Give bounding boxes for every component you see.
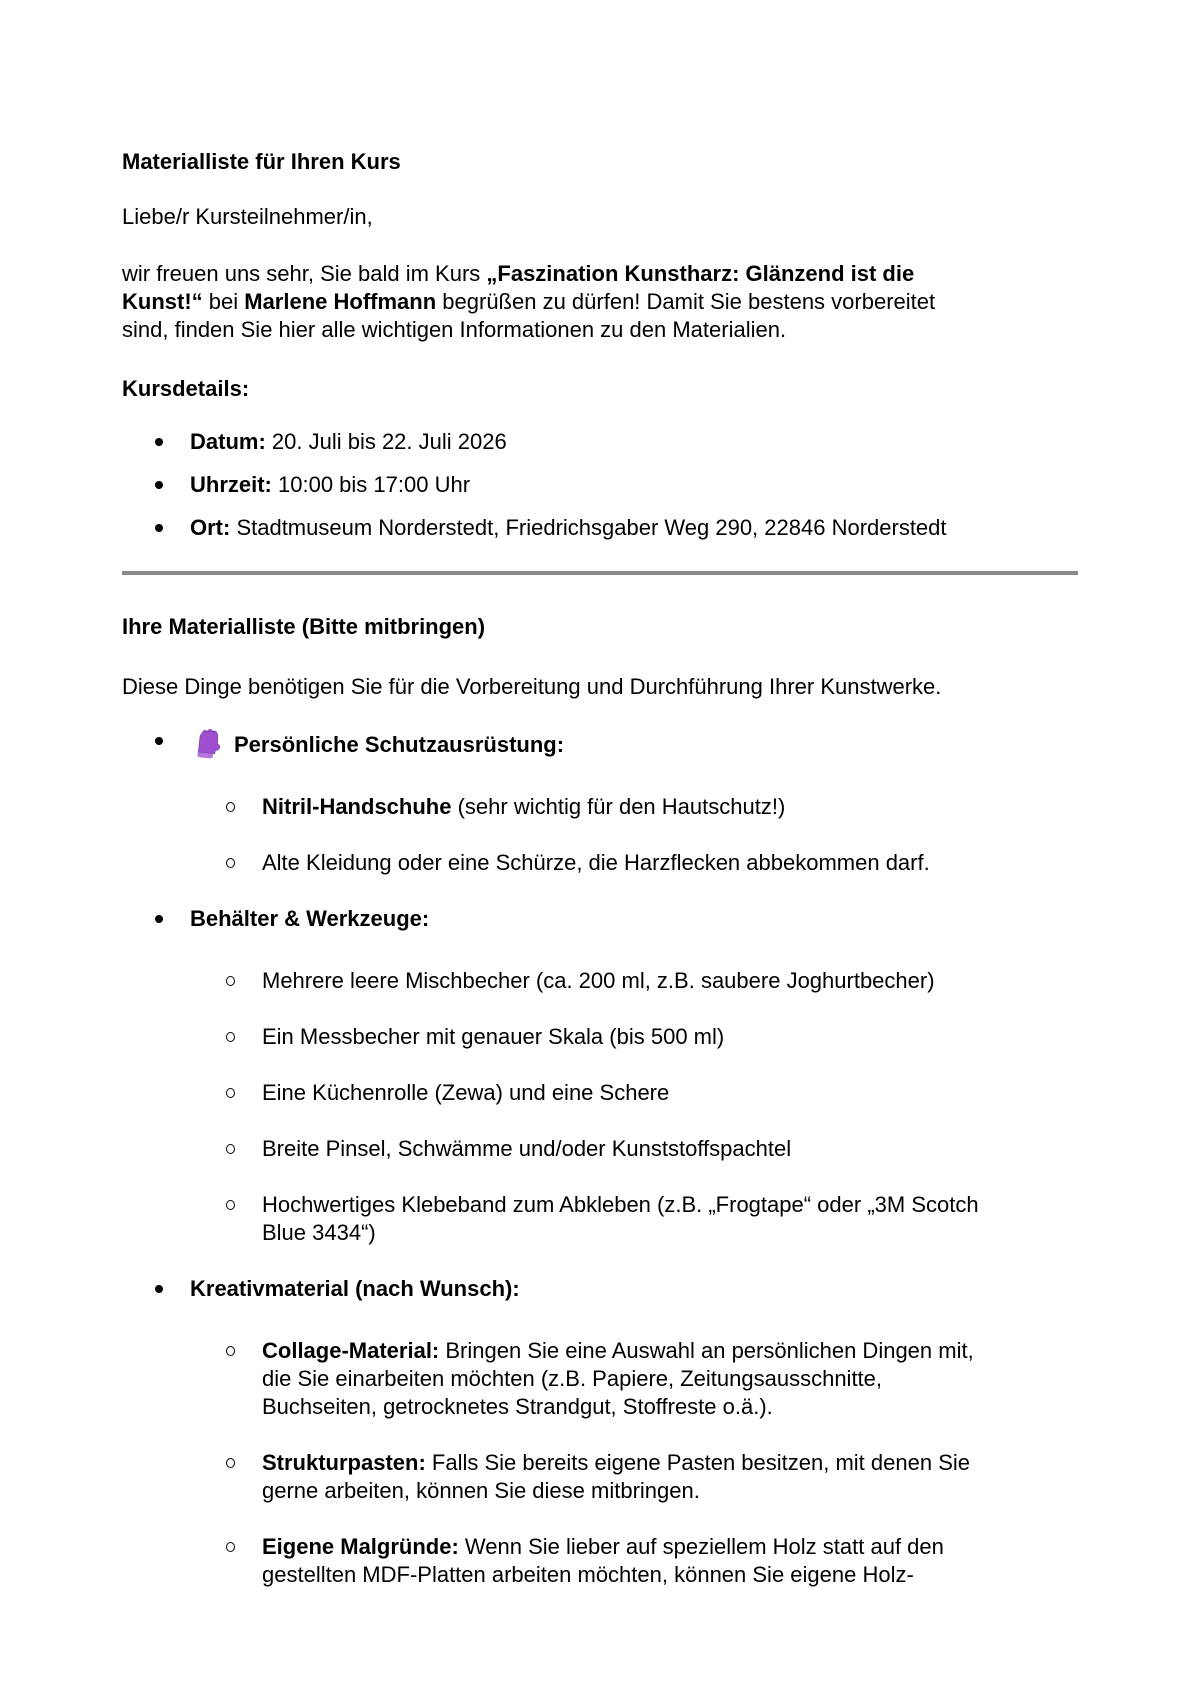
list-item	[122, 1449, 1078, 1505]
group-label-schutzausruestung	[122, 727, 1078, 759]
list-item	[122, 1135, 1078, 1163]
group-label-bold: Persönliche Schutzausrüstung:	[234, 732, 565, 757]
list-item-text: Eine Küchenrolle (Zewa) und eine Schere	[262, 1080, 670, 1105]
bullet-dot-icon	[155, 524, 163, 532]
bullet-dot-icon	[155, 438, 163, 446]
list-item	[122, 428, 1078, 456]
list-item	[122, 1191, 1078, 1247]
group-label-behaelter-werkzeuge	[122, 905, 1078, 933]
list-item-text: Collage-Material: Bringen Sie eine Auswahl an persönlichen Dingen mit, die Sie einarbeiten möchten (z.B. Papiere, Zeitungsausschnitte, Buchseiten, getrocknetes Strandgut, Stoffreste o.ä.).	[262, 1338, 974, 1419]
group-label-kreativmaterial	[122, 1275, 1078, 1303]
list-item	[122, 1533, 1078, 1589]
circle-bullet-icon	[226, 1200, 235, 1210]
group-label-bold: Behälter & Werkzeuge:	[190, 906, 430, 931]
circle-bullet-icon	[226, 1144, 235, 1154]
bullet-dot-icon	[155, 737, 163, 745]
list-item-text: Nitril-Handschuhe (sehr wichtig für den Hautschutz!)	[262, 794, 786, 819]
circle-bullet-icon	[226, 802, 235, 812]
bullet-dot-icon	[155, 1285, 163, 1293]
circle-bullet-icon	[226, 976, 235, 986]
list-item-text: Eigene Malgründe: Wenn Sie lieber auf speziellem Holz statt auf den gestellten MDF-Platten arbeiten möchten, können Sie eigene Holz-	[262, 1534, 944, 1587]
material-intro: Diese Dinge benötigen Sie für die Vorbereitung und Durchführung Ihrer Kunstwerke.	[122, 674, 942, 699]
list-item-text: Uhrzeit: 10:00 bis 17:00 Uhr	[190, 472, 471, 497]
circle-bullet-icon	[226, 1542, 235, 1552]
list-item-text: Datum: 20. Juli bis 22. Juli 2026	[190, 429, 507, 454]
list-item-text: Hochwertiges Klebeband zum Abkleben (z.B. „Frogtape“ oder „3M Scotch Blue 3434“)	[262, 1192, 979, 1245]
circle-bullet-icon	[226, 1458, 235, 1468]
list-item-text: Strukturpasten: Falls Sie bereits eigene Pasten besitzen, mit denen Sie gerne arbeiten, können Sie diese mitbringen.	[262, 1450, 970, 1503]
kursdetails-list	[122, 428, 1078, 542]
group-label-text	[190, 732, 564, 757]
circle-bullet-icon	[226, 1346, 235, 1356]
list-item	[122, 514, 1078, 542]
material-list	[122, 727, 1078, 1589]
bullet-dot-icon	[155, 481, 163, 489]
material-heading: Ihre Materialliste (Bitte mitbringen)	[122, 614, 486, 639]
divider	[122, 571, 1078, 575]
kursdetails-heading: Kursdetails:	[122, 376, 250, 401]
list-item-text: Ein Messbecher mit genauer Skala (bis 500 ml)	[262, 1024, 725, 1049]
group-label-text	[190, 1276, 520, 1301]
group-label-bold: Kreativmaterial (nach Wunsch):	[190, 1276, 520, 1301]
list-item-text: Ort: Stadtmuseum Norderstedt, Friedrichsgaber Weg 290, 22846 Norderstedt	[190, 515, 947, 540]
list-item-text: Breite Pinsel, Schwämme und/oder Kunststoffspachtel	[262, 1136, 792, 1161]
group-label-text	[190, 906, 429, 931]
glove-icon	[190, 726, 223, 761]
intro-paragraph: wir freuen uns sehr, Sie bald im Kurs „Faszination Kunstharz: Glänzend ist die Kunst!“ bei Marlene Hoffmann begrüßen zu dürfen! Damit Sie bestens vorbereitet sind, finden Sie hier alle wichtigen Informationen zu den Materialien.	[122, 261, 936, 342]
circle-bullet-icon	[226, 1088, 235, 1098]
list-item	[122, 793, 1078, 821]
circle-bullet-icon	[226, 1032, 235, 1042]
list-item	[122, 849, 1078, 877]
circle-bullet-icon	[226, 858, 235, 868]
greeting: Liebe/r Kursteilnehmer/in,	[122, 204, 373, 229]
list-item-text: Alte Kleidung oder eine Schürze, die Harzflecken abbekommen darf.	[262, 850, 930, 875]
list-item-text: Mehrere leere Mischbecher (ca. 200 ml, z.B. saubere Joghurtbecher)	[262, 968, 935, 993]
doc-title: Materialliste für Ihren Kurs	[122, 149, 401, 174]
list-item	[122, 967, 1078, 995]
list-item	[122, 1079, 1078, 1107]
list-item	[122, 1337, 1078, 1421]
list-item	[122, 1023, 1078, 1051]
list-item	[122, 471, 1078, 499]
bullet-dot-icon	[155, 915, 163, 923]
